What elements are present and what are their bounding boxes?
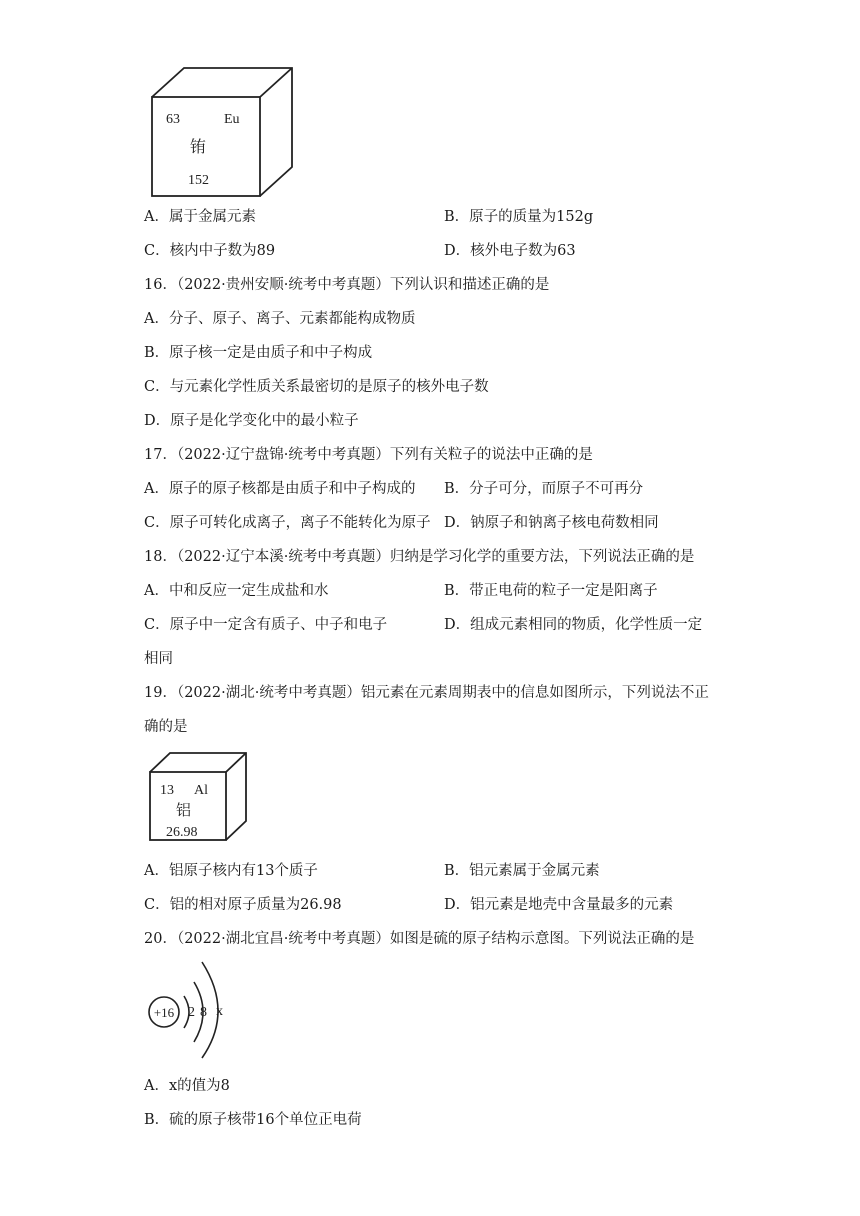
europium-element-cell xyxy=(148,66,296,200)
al-symbol: Al xyxy=(194,783,208,798)
q19-option-d: D．铝元素是地壳中含量最多的元素 xyxy=(444,897,674,913)
q18-option-d: D．组成元素相同的物质，化学性质一定 xyxy=(444,617,703,633)
q15-option-b: B．原子的质量为152g xyxy=(444,209,594,225)
eu-atomic-number: 63 xyxy=(166,112,180,127)
eu-mass: 152 xyxy=(188,173,209,188)
sulfur-atom-structure-diagram xyxy=(144,958,244,1062)
q15-option-c: C．核内中子数为89 xyxy=(144,243,276,259)
q17-option-a: A．原子的原子核都是由质子和中子构成的 xyxy=(144,481,416,497)
aluminium-element-cell xyxy=(146,750,250,844)
eu-name: 铕 xyxy=(190,137,207,156)
al-mass: 26.98 xyxy=(166,825,198,840)
q19-option-a: A．铝原子核内有13个质子 xyxy=(144,863,318,879)
q17-option-c: C．原子可转化成离子，离子不能转化为原子 xyxy=(144,515,431,531)
q15-option-d: D．核外电子数为63 xyxy=(444,243,576,259)
q19-option-c: C．铝的相对原子质量为26.98 xyxy=(144,897,342,913)
q19-option-b: B．铝元素属于金属元素 xyxy=(444,863,600,879)
q19-stem-line-1: 19．（2022·湖北·统考中考真题）铝元素在元素周期表中的信息如图所示，下列说法不正 xyxy=(144,685,709,701)
q18-option-c: C．原子中一定含有质子、中子和电子 xyxy=(144,617,388,633)
q16-option-d: D．原子是化学变化中的最小粒子 xyxy=(144,413,359,429)
q16-option-a: A．分子、原子、离子、元素都能构成物质 xyxy=(144,311,416,327)
shell-2-electrons: 8 xyxy=(200,1005,207,1020)
q20-stem: 20．（2022·湖北宜昌·统考中考真题）如图是硫的原子结构示意图。下列说法正确的是 xyxy=(144,931,695,947)
q19-stem-line-2: 确的是 xyxy=(144,719,188,735)
al-atomic-number: 13 xyxy=(160,783,174,798)
al-name: 铝 xyxy=(176,801,192,819)
q16-option-c: C．与元素化学性质关系最密切的是原子的核外电子数 xyxy=(144,379,489,395)
q15-option-a: A．属于金属元素 xyxy=(144,209,256,225)
q18-option-d-continued: 相同 xyxy=(144,651,173,667)
nucleus-charge: +16 xyxy=(153,1005,175,1020)
q20-option-a: A．x的值为8 xyxy=(144,1078,230,1094)
q16-stem: 16．（2022·贵州安顺·统考中考真题）下列认识和描述正确的是 xyxy=(144,277,550,293)
q20-option-b: B．硫的原子核带16个单位正电荷 xyxy=(144,1112,362,1128)
q16-option-b: B．原子核一定是由质子和中子构成 xyxy=(144,345,373,361)
shell-1-electrons: 2 xyxy=(188,1005,195,1020)
q17-option-d: D．钠原子和钠离子核电荷数相同 xyxy=(444,515,659,531)
q18-option-b: B．带正电荷的粒子一定是阳离子 xyxy=(444,583,658,599)
q17-stem: 17．（2022·辽宁盘锦·统考中考真题）下列有关粒子的说法中正确的是 xyxy=(144,447,593,463)
eu-symbol: Eu xyxy=(224,112,240,127)
q18-stem: 18．（2022·辽宁本溪·统考中考真题）归纳是学习化学的重要方法，下列说法正确的是 xyxy=(144,549,695,565)
q17-option-b: B．分子可分，而原子不可再分 xyxy=(444,481,644,497)
shell-3-electrons: x xyxy=(216,1004,223,1019)
q18-option-a: A．中和反应一定生成盐和水 xyxy=(144,583,329,599)
